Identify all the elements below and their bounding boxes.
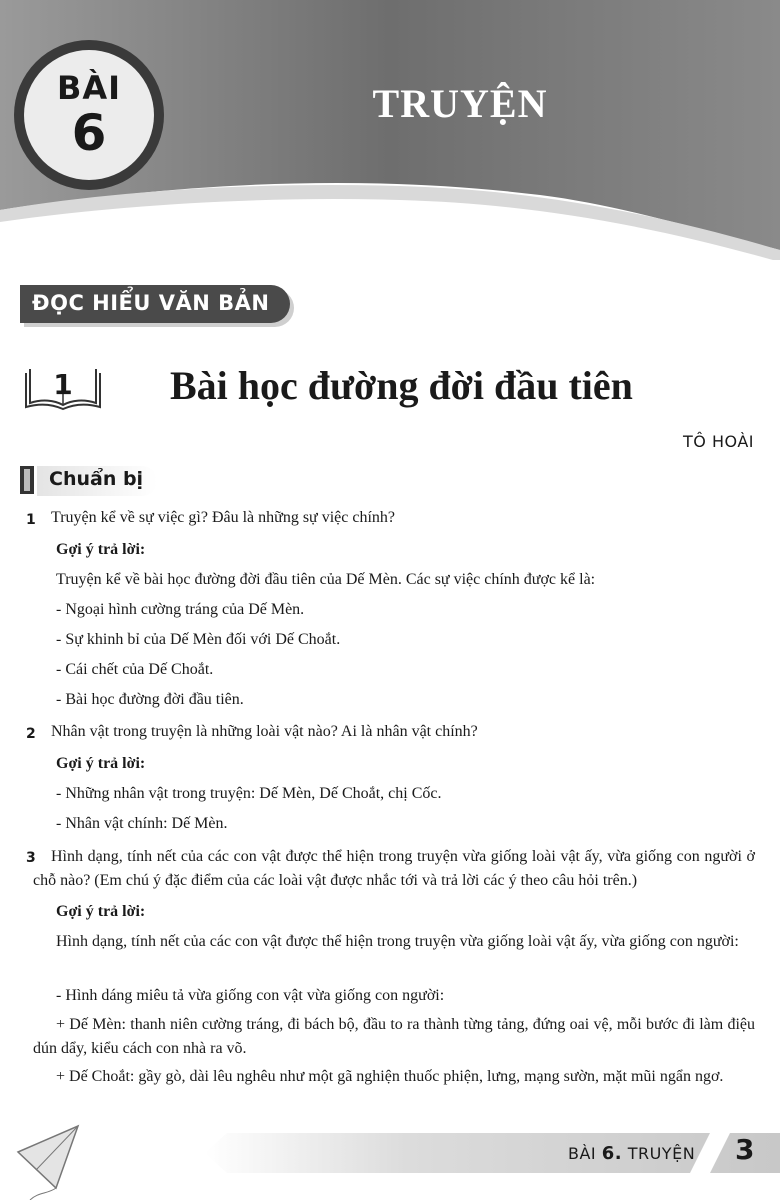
question-text: Nhân vật trong truyện là những loài vật nào? Ai là nhân vật chính? bbox=[51, 723, 478, 740]
lesson-title: Bài học đường đời đầu tiên bbox=[170, 363, 633, 408]
page-number: 3 bbox=[735, 1133, 755, 1166]
lesson-badge bbox=[14, 40, 164, 190]
badge-word: BÀI bbox=[56, 69, 122, 107]
footer-lesson-number: 6. bbox=[601, 1143, 623, 1164]
section-label: ĐỌC HIỂU VĂN BẢN bbox=[32, 291, 270, 315]
question-number: 3 bbox=[26, 850, 36, 866]
answer-paragraph: + Dế Mèn: thanh niên cường tráng, đi bách bộ, đầu to ra thành từng tảng, đứng oai vệ, mỗi bước đi làm điệu dún dẩy, kiểu cách con nhà ra võ. bbox=[33, 1016, 755, 1057]
answer-line: Truyện kể về bài học đường đời đầu tiên của Dế Mèn. Các sự việc chính được kể là: bbox=[56, 571, 596, 588]
answer-line: - Nhân vật chính: Dế Mèn. bbox=[56, 815, 228, 832]
kite-icon bbox=[8, 1122, 86, 1200]
section-tab bbox=[20, 285, 290, 323]
footer-topic: TRUYỆN bbox=[627, 1144, 696, 1163]
author-name: TÔ HOÀI bbox=[683, 432, 754, 451]
answer-line: - Bài học đường đời đầu tiên. bbox=[56, 691, 244, 708]
hint-label: Gợi ý trả lời: bbox=[56, 903, 146, 920]
answer-line: - Cái chết của Dế Choắt. bbox=[56, 661, 214, 678]
answer-line: - Sự khinh bỉ của Dế Mèn đối với Dế Choắt. bbox=[56, 631, 341, 648]
question-text: Hình dạng, tính nết của các con vật được thể hiện trong truyện vừa giống loài vật ấy, vừa giống con người ở chỗ nào? (Em chú ý đặc điểm của các loài vật được nhắc tới và trả lời các ý theo câu hỏi trên.) bbox=[33, 848, 755, 889]
prep-heading bbox=[37, 466, 157, 496]
prep-icon bbox=[20, 466, 34, 494]
answer-line: - Hình dáng miêu tả vừa giống con vật vừa giống con người: bbox=[56, 987, 445, 1004]
answer-paragraph: + Dế Choắt: gầy gò, dài lêu nghêu như một gã nghiện thuốc phiện, lưng, mạng sườn, mặt mũi ngẩn ngơ. bbox=[56, 1068, 724, 1085]
hint-label: Gợi ý trả lời: bbox=[56, 755, 146, 772]
chapter-title: TRUYỆN bbox=[372, 81, 548, 126]
lesson-number: 1 bbox=[53, 368, 73, 401]
prep-heading-label: Chuẩn bị bbox=[49, 468, 144, 490]
footer-lesson bbox=[568, 1143, 695, 1164]
footer-lesson-word: BÀI bbox=[568, 1144, 597, 1163]
answer-line: - Ngoại hình cường tráng của Dế Mèn. bbox=[56, 601, 305, 618]
question-number: 2 bbox=[26, 726, 36, 742]
question-number: 1 bbox=[26, 512, 36, 528]
question-text: Truyện kể về sự việc gì? Đâu là những sự việc chính? bbox=[51, 509, 396, 526]
badge-number: 6 bbox=[71, 104, 107, 162]
answer-line: - Những nhân vật trong truyện: Dế Mèn, Dế Choắt, chị Cốc. bbox=[56, 785, 442, 802]
hint-label: Gợi ý trả lời: bbox=[56, 541, 146, 558]
answer-paragraph: Hình dạng, tính nết của các con vật được thể hiện trong truyện vừa giống loài vật ấy, vừa giống con người: bbox=[56, 933, 739, 950]
